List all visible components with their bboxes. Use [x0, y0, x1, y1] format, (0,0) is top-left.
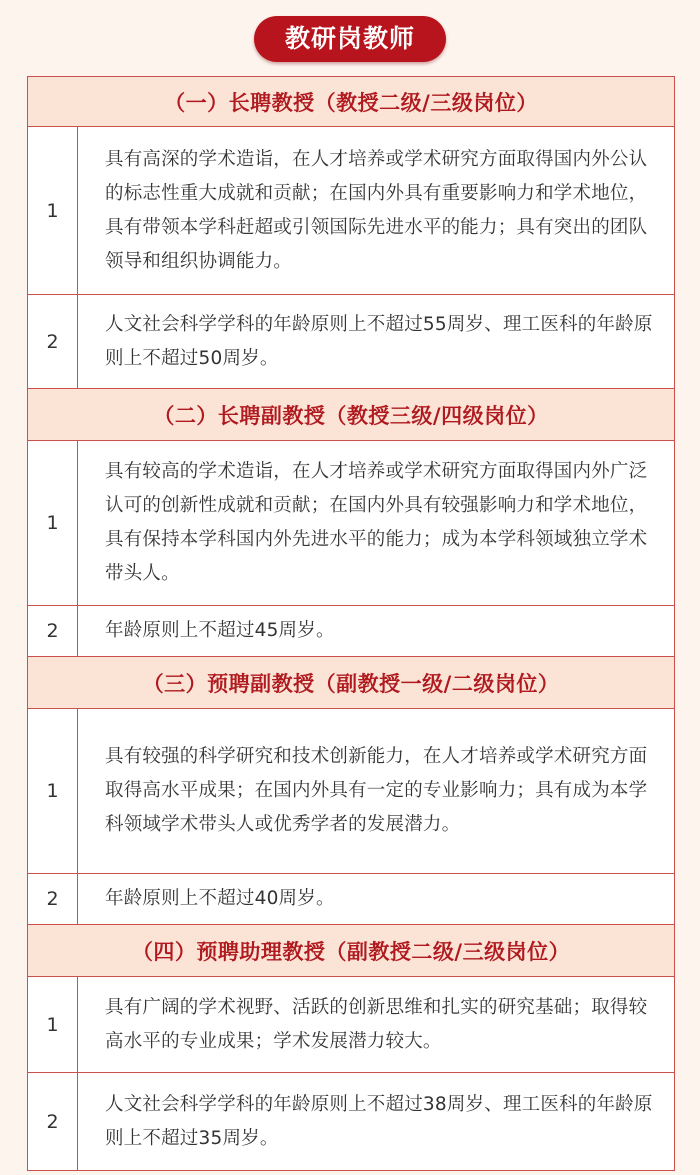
row-text: 具有广阔的学术视野、活跃的创新思维和扎实的研究基础；取得较高水平的专业成果；学术发展潜力较大。	[78, 977, 675, 1073]
row-number: 1	[28, 709, 78, 874]
row-number: 2	[28, 1073, 78, 1171]
page-title: 教研岗教师	[254, 16, 446, 62]
table-row	[28, 977, 675, 1073]
table-row	[28, 441, 675, 606]
row-number: 2	[28, 606, 78, 657]
section-header-row	[28, 77, 675, 127]
row-text: 年龄原则上不超过45周岁。	[78, 606, 675, 657]
table-row	[28, 606, 675, 657]
section-heading: （三）预聘副教授（副教授一级/二级岗位）	[28, 657, 675, 709]
table-row	[28, 295, 675, 389]
requirements-table	[27, 76, 675, 1171]
table-row	[28, 1073, 675, 1171]
row-text: 具有较高的学术造诣，在人才培养或学术研究方面取得国内外广泛认可的创新性成就和贡献；在国内外具有较强影响力和学术地位，具有保持本学科国内外先进水平的能力；成为本学科领域独立学术带头人。	[78, 441, 675, 606]
section-header-row	[28, 389, 675, 441]
row-number: 1	[28, 441, 78, 606]
row-number: 2	[28, 874, 78, 925]
row-number: 1	[28, 977, 78, 1073]
row-text: 人文社会科学学科的年龄原则上不超过55周岁、理工医科的年龄原则上不超过50周岁。	[78, 295, 675, 389]
section-header-row	[28, 657, 675, 709]
section-heading: （一）长聘教授（教授二级/三级岗位）	[28, 77, 675, 127]
section-header-row	[28, 925, 675, 977]
table-row	[28, 709, 675, 874]
table-row	[28, 874, 675, 925]
row-number: 2	[28, 295, 78, 389]
row-text: 具有较强的科学研究和技术创新能力，在人才培养或学术研究方面取得高水平成果；在国内外具有一定的专业影响力；具有成为本学科领域学术带头人或优秀学者的发展潜力。	[78, 709, 675, 874]
section-heading: （四）预聘助理教授（副教授二级/三级岗位）	[28, 925, 675, 977]
table-row	[28, 127, 675, 295]
row-text: 人文社会科学学科的年龄原则上不超过38周岁、理工医科的年龄原则上不超过35周岁。	[78, 1073, 675, 1171]
row-number: 1	[28, 127, 78, 295]
row-text: 年龄原则上不超过40周岁。	[78, 874, 675, 925]
row-text: 具有高深的学术造诣，在人才培养或学术研究方面取得国内外公认的标志性重大成就和贡献；在国内外具有重要影响力和学术地位，具有带领本学科赶超或引领国际先进水平的能力；具有突出的团队领导和组织协调能力。	[78, 127, 675, 295]
section-heading: （二）长聘副教授（教授三级/四级岗位）	[28, 389, 675, 441]
